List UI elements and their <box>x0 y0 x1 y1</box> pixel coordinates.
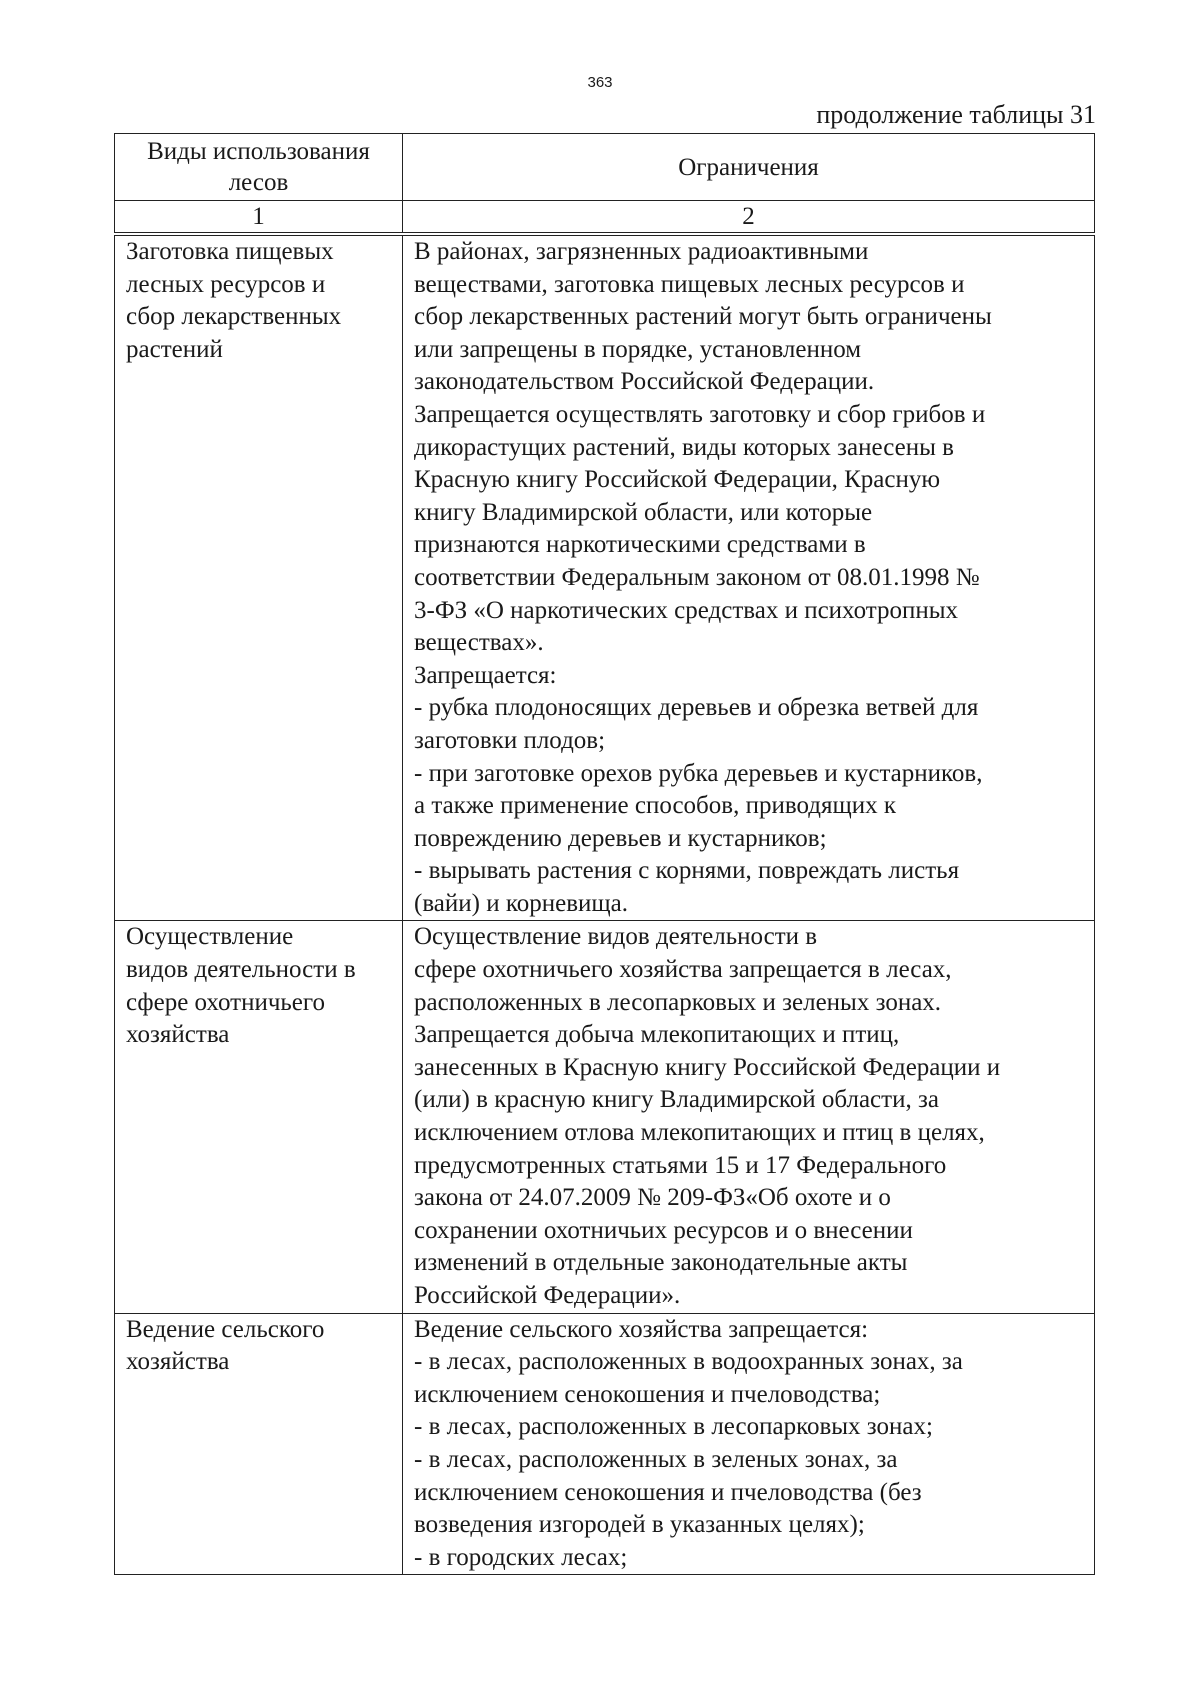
forest-use-type-line: хозяйства <box>126 1348 230 1376</box>
restriction-line: сохранении охотничьих ресурсов и о внесении <box>414 1216 913 1244</box>
column-number-2: 2 <box>403 201 1095 235</box>
table-row <box>115 1313 1095 1575</box>
restriction-line: - в городских лесах; <box>414 1543 628 1571</box>
restriction-line: а также применение способов, приводящих к <box>414 792 896 820</box>
restriction-line: - вырывать растения с корнями, повреждать листья <box>414 857 960 885</box>
restriction-line: сбор лекарственных растений могут быть ограничены <box>414 303 992 331</box>
restriction-line: возведения изгородей в указанных целях); <box>414 1511 865 1539</box>
restriction-line: исключением сенокошения и пчеловодства (без <box>414 1478 922 1506</box>
table-header-row <box>115 134 1095 201</box>
table-continuation-label: продолжение таблицы 31 <box>816 100 1096 129</box>
header-restrictions: Ограничения <box>403 134 1095 201</box>
forest-use-type-line: видов деятельности в <box>126 956 356 984</box>
restriction-line: веществах». <box>414 629 544 657</box>
forest-use-type-line: растений <box>126 335 223 363</box>
restriction-cell <box>403 921 1095 1313</box>
restriction-line: Запрещается: <box>414 661 557 689</box>
forest-use-restrictions-table <box>114 133 1095 1575</box>
restriction-line: признаются наркотическими средствами в <box>414 531 866 559</box>
forest-use-type-line: Ведение сельского <box>126 1315 325 1343</box>
restriction-line: предусмотренных статьями 15 и 17 Федерального <box>414 1151 947 1179</box>
restriction-line: - в лесах, расположенных в зеленых зонах, за <box>414 1445 898 1473</box>
header-forest-use-types: Виды использования лесов <box>115 134 403 201</box>
restriction-line: исключением отлова млекопитающих и птиц в целях, <box>414 1119 985 1147</box>
restriction-line: расположенных в лесопарковых и зеленых зонах. <box>414 988 942 1016</box>
restriction-line: (или) в красную книгу Владимирской области, за <box>414 1086 939 1114</box>
restriction-line: Осуществление видов деятельности в <box>414 923 818 951</box>
restriction-line: В районах, загрязненных радиоактивными <box>414 238 869 265</box>
restriction-line: изменений в отдельные законодательные акты <box>414 1249 908 1277</box>
forest-use-type-cell <box>115 1313 403 1575</box>
page-number: 363 <box>587 74 613 91</box>
restriction-line: Запрещается осуществлять заготовку и сбор грибов и <box>414 400 986 428</box>
forest-use-type-line: сфере охотничьего <box>126 988 326 1016</box>
restriction-line: 3-ФЗ «О наркотических средствах и психотропных <box>414 596 959 624</box>
column-number-row <box>115 201 1095 235</box>
restriction-line: - при заготовке орехов рубка деревьев и кустарников, <box>414 759 983 787</box>
restriction-line: Ведение сельского хозяйства запрещается: <box>414 1315 869 1343</box>
restriction-line: заготовки плодов; <box>414 726 606 754</box>
table-row <box>115 921 1095 1313</box>
restriction-line: закона от 24.07.2009 № 209-ФЗ«Об охоте и о <box>414 1184 891 1212</box>
table-row <box>115 234 1095 921</box>
forest-use-type-cell <box>115 234 403 921</box>
restriction-line: - в лесах, расположенных в водоохранных зонах, за <box>414 1348 963 1376</box>
restriction-line: Российской Федерации». <box>414 1282 681 1309</box>
restriction-line: веществами, заготовка пищевых лесных ресурсов и <box>414 270 965 298</box>
forest-use-type-line: сбор лекарственных <box>126 303 342 331</box>
forest-use-type-line: Заготовка пищевых <box>126 238 334 265</box>
restriction-line: законодательством Российской Федерации. <box>414 368 875 396</box>
forest-use-type-line: хозяйства <box>126 1021 230 1049</box>
restriction-line: книгу Владимирской области, или которые <box>414 498 873 526</box>
column-number-1: 1 <box>115 201 403 235</box>
forest-use-type-line: Осуществление <box>126 923 294 951</box>
forest-use-type-cell <box>115 921 403 1313</box>
restriction-line: (вайи) и корневища. <box>414 889 628 917</box>
restriction-line: соответствии Федеральным законом от 08.01.1998 № <box>414 563 980 591</box>
restriction-line: занесенных в Красную книгу Российской Федерации и <box>414 1053 1001 1081</box>
restriction-line: дикорастущих растений, виды которых занесены в <box>414 433 954 461</box>
restriction-line: или запрещены в порядке, установленном <box>414 335 862 363</box>
restriction-line: Запрещается добыча млекопитающих и птиц, <box>414 1021 900 1049</box>
restriction-cell <box>403 1313 1095 1575</box>
restriction-line: повреждению деревьев и кустарников; <box>414 824 827 852</box>
restriction-line: - в лесах, расположенных в лесопарковых зонах; <box>414 1413 933 1441</box>
restriction-line: Красную книгу Российской Федерации, Красную <box>414 466 941 494</box>
restriction-line: исключением сенокошения и пчеловодства; <box>414 1380 881 1408</box>
restriction-line: сфере охотничьего хозяйства запрещается в лесах, <box>414 956 952 984</box>
restriction-line: - рубка плодоносящих деревьев и обрезка ветвей для <box>414 694 979 722</box>
forest-use-type-line: лесных ресурсов и <box>126 270 326 298</box>
restriction-cell <box>403 234 1095 921</box>
